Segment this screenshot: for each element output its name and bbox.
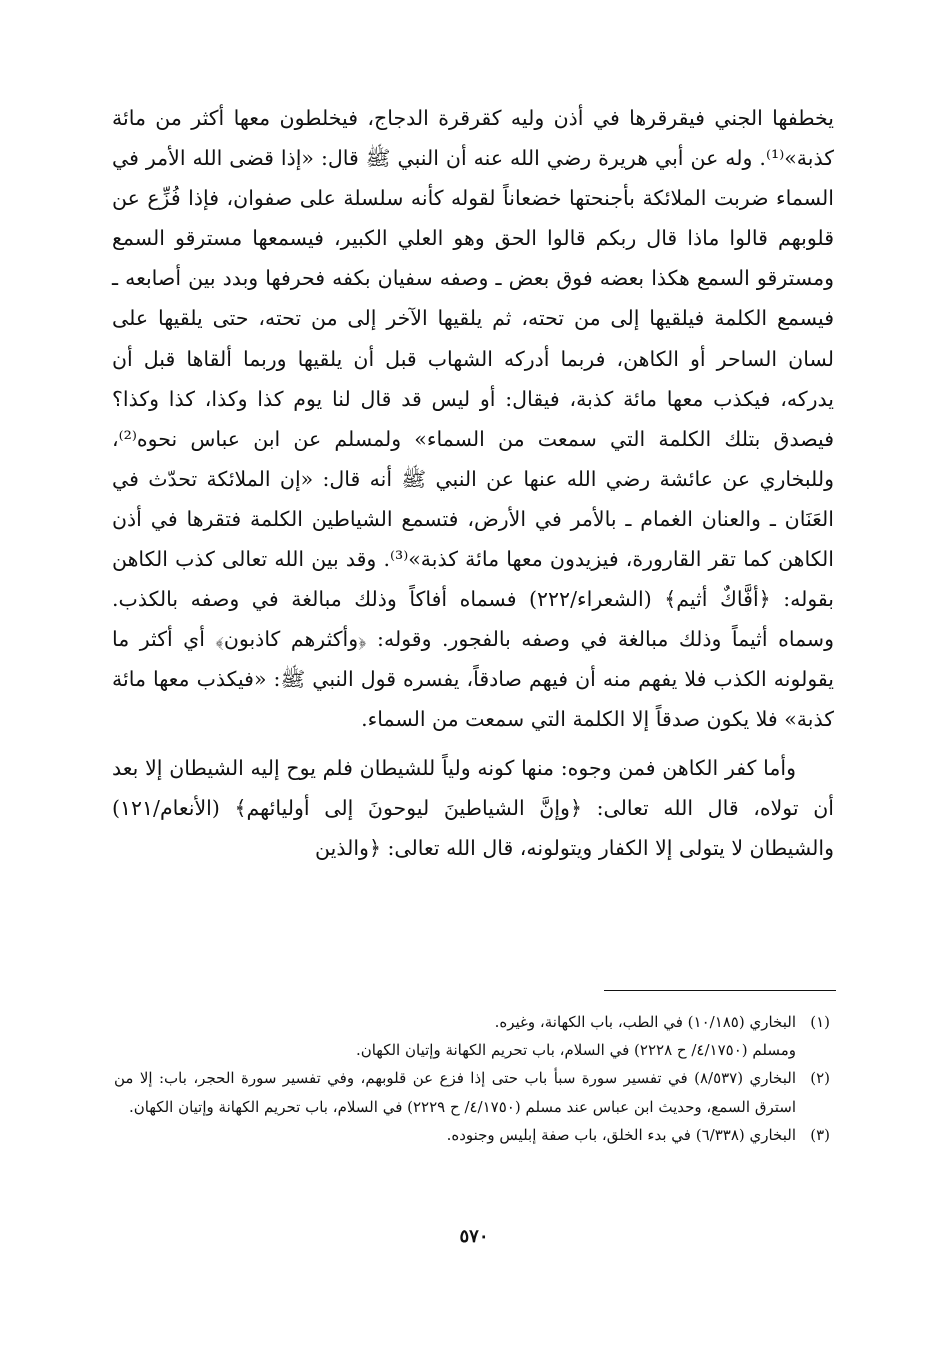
footnote-2 — [114, 1064, 830, 1120]
page-number: ٥٧٠ — [459, 1226, 489, 1247]
main-text — [112, 98, 834, 868]
footnote-1 — [114, 1008, 830, 1064]
footnote-separator — [604, 990, 836, 991]
footnotes — [114, 1008, 830, 1149]
footnote-line: البخاري (٦/٣٣٨) في بدء الخلق، باب صفة إبليس وجنوده. — [446, 1125, 796, 1144]
footnote-number: (٢) — [810, 1069, 830, 1088]
footnote-line: البخاري (١٠/١٨٥) في الطب، باب الكهانة، وغيره. — [494, 1013, 796, 1031]
footnote-line: ومسلم (٤/١٧٥٠/ ح ٢٢٢٨) في السلام، باب تحريم الكهانة وإتيان الكهان. — [355, 1041, 796, 1060]
footnote-number: (١) — [810, 1013, 830, 1031]
paragraph-2: وأما كفر الكاهن فمن وجوه: منها كونه ولياً للشيطان فلم يوح إليه الشيطان إلا بعد أن تولاه، قال الله تعالى: ﴿وإنَّ الشياطينَ ليوحونَ إلى أوليائهم﴾ (الأنعام/١٢١) والشيطان لا يتولى إلا الكفار ويتولونه، قال الله تعالى: ﴿والذين — [112, 755, 834, 860]
footnote-3 — [114, 1121, 830, 1149]
footnote-line: البخاري (٨/٥٣٧) في تفسير سورة سبأ باب حتى إذا فزع عن قلوبهم، وفي تفسير سورة الحجر، باب: إلا من استرق السمع، وحديث ابن عباس عند مسلم (٤/١٧٥٠/ ح ٢٢٢٩) في السلام، باب تحريم الكهانة وإتيان الكهان. — [114, 1069, 797, 1116]
paragraph-1: يخطفها الجني فيقرقرها في أذن وليه كقرقرة الدجاج، فيخلطون معها أكثر من مائة كذبة»⁽¹⁾. وله عن أبي هريرة رضي الله عنه أن النبي ﷺ قال: «إذا قضى الله الأمر في السماء ضربت الملائكة بأجنحتها خضعاناً لقوله كأنه سلسلة على صفوان، فإذا فُزِّع عن قلوبهم قالوا ماذا قال ربكم قالوا الحق وهو العلي الكبير، فيسمعها مسترقو السمع ومسترقو السمع هكذا بعضه فوق بعض ـ وصفه سفيان بكفه فحرفها وبدد بين أصابعه ـ فيسمع الكلمة فيلقيها إلى من تحته، ثم يلقيها الآخر إلى من تحته، حتى يلقيها على لسان الساحر أو الكاهن، فربما أدركه الشهاب قبل أن يلقيها وربما ألقاها قبل أن يدركه، فيكذب معها مائة كذبة، فيقال: أو ليس قد قال لنا يوم كذا وكذا، كذا وكذا؟ فيصدق بتلك الكلمة التي سمعت من السماء» ولمسلم عن ابن عباس نحوه⁽²⁾، وللبخاري عن عائشة رضي الله عنها عن النبي ﷺ أنه قال: «إن الملائكة تحدّث في العَنَان ـ والعنان الغمام ـ بالأمر في الأرض، فتسمع الشياطين الكلمة فتقرها في أذن الكاهن كما تقر القارورة، فيزيدون معها مائة كذبة»⁽³⁾. وقد بين الله تعالى كذب الكاهن بقوله: ﴿أفَّاكٌ أثيم﴾ (الشعراء/٢٢٢) فسماه أفاكاً وذلك مبالغة في وصفه بالكذب. وسماه أثيماً وذلك مبالغة في وصفه بالفجور. وقوله: ﴿وأكثرهم كاذبون﴾ أي أكثر ما يقولونه الكذب فلا يفهم منه أن فيهم صادقاً، يفسره قول النبي ﷺ: «فيكذب معها مائة كذبة» فلا يكون صدقاً إلا الكلمة التي سمعت من السماء. — [112, 106, 834, 732]
footnote-number: (٣) — [810, 1125, 830, 1144]
